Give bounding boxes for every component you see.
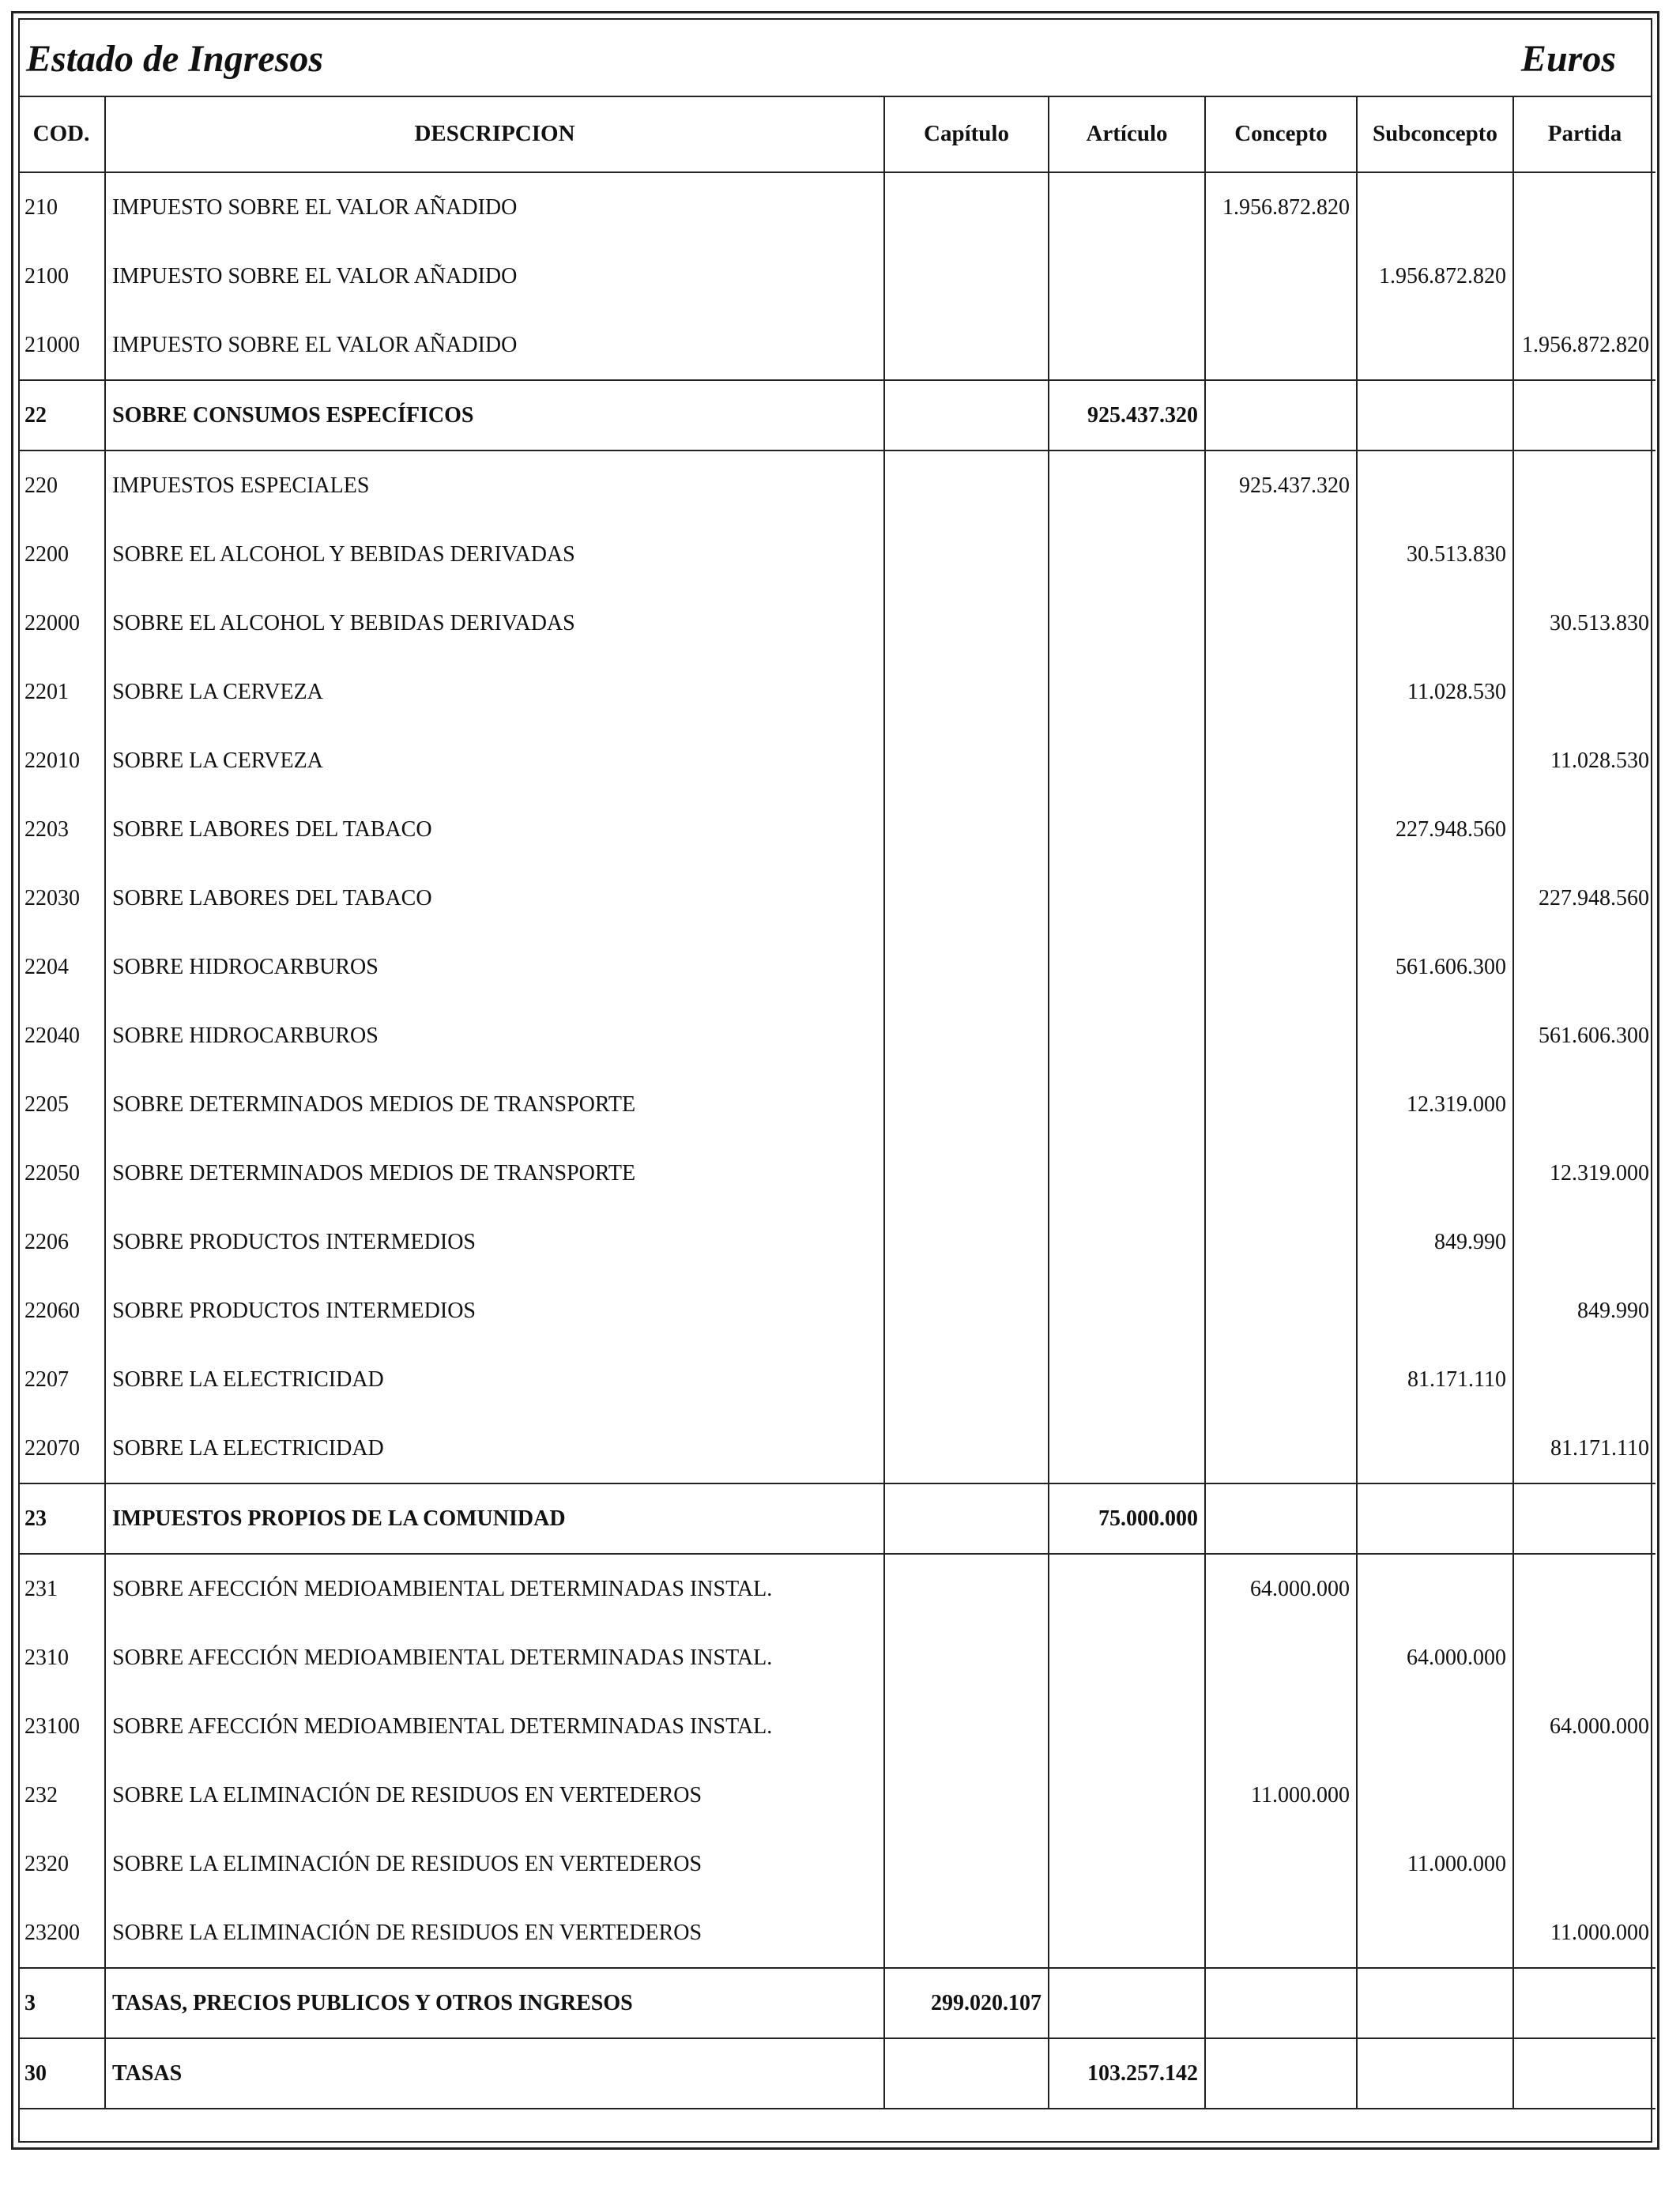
cell-subconcepto (1357, 1692, 1513, 1761)
cell-subconcepto: 12.319.000 (1357, 1070, 1513, 1139)
table-row (20, 1208, 1656, 1276)
cell-cod: 22000 (24, 610, 80, 635)
cell-partida (1513, 795, 1656, 864)
cell-desc: SOBRE LA CERVEZA (105, 726, 884, 795)
cell-concepto (1205, 1898, 1357, 1968)
cell-articulo: 103.257.142 (1049, 2038, 1205, 2109)
table-row (20, 520, 1656, 589)
cell-cod: 2207 (24, 1367, 69, 1392)
cell-cod: 2201 (24, 679, 69, 704)
cell-partida (1513, 450, 1656, 520)
cell-capitulo (884, 1898, 1049, 1968)
cell-cod: 22010 (24, 748, 80, 773)
cell-capitulo (884, 933, 1049, 1001)
cell-subconcepto (1357, 172, 1513, 242)
cell-subconcepto: 64.000.000 (1357, 1623, 1513, 1692)
cell-concepto (1205, 2038, 1357, 2109)
cell-subconcepto (1357, 1276, 1513, 1345)
cell-cod: 30 (20, 2038, 105, 2109)
cell-articulo (1049, 1208, 1205, 1276)
cell-desc: SOBRE HIDROCARBUROS (105, 933, 884, 1001)
cell-articulo (1049, 1761, 1205, 1830)
cell-subconcepto (1357, 1483, 1513, 1554)
cell-desc: SOBRE LA ELIMINACIÓN DE RESIDUOS EN VERTEDEROS (105, 1761, 884, 1830)
cell-partida: 12.319.000 (1513, 1139, 1656, 1208)
cell-cod: 2100 (24, 263, 69, 288)
cell-articulo (1049, 1001, 1205, 1070)
cell-concepto (1205, 1001, 1357, 1070)
table-row (20, 1276, 1656, 1345)
cell-partida (1513, 242, 1656, 311)
cell-concepto (1205, 1414, 1357, 1483)
cell-desc: SOBRE DETERMINADOS MEDIOS DE TRANSPORTE (105, 1139, 884, 1208)
cell-capitulo (884, 1483, 1049, 1554)
cell-capitulo (884, 1761, 1049, 1830)
cell-cod: 23 (20, 1483, 105, 1554)
cell-subconcepto: 81.171.110 (1357, 1345, 1513, 1414)
filler-cell (20, 2109, 1656, 2178)
cell-subconcepto (1357, 311, 1513, 380)
cell-subconcepto: 11.000.000 (1357, 1830, 1513, 1898)
cell-cod: 210 (24, 194, 58, 220)
table-header-row (20, 96, 1656, 172)
cell-partida (1513, 520, 1656, 589)
cell-capitulo (884, 450, 1049, 520)
cell-articulo (1049, 1070, 1205, 1139)
cell-capitulo (884, 1345, 1049, 1414)
cell-desc: SOBRE DETERMINADOS MEDIOS DE TRANSPORTE (105, 1070, 884, 1139)
cell-articulo (1049, 726, 1205, 795)
cell-partida: 81.171.110 (1513, 1414, 1656, 1483)
cell-concepto (1205, 1345, 1357, 1414)
cell-desc: IMPUESTO SOBRE EL VALOR AÑADIDO (105, 172, 884, 242)
cell-concepto (1205, 1830, 1357, 1898)
cell-concepto (1205, 1623, 1357, 1692)
cell-subconcepto: 561.606.300 (1357, 933, 1513, 1001)
cell-capitulo (884, 864, 1049, 933)
cell-capitulo (884, 1070, 1049, 1139)
cell-partida: 849.990 (1513, 1276, 1656, 1345)
table-row (20, 1692, 1656, 1761)
cell-articulo: 75.000.000 (1049, 1483, 1205, 1554)
cell-articulo (1049, 311, 1205, 380)
table-row (20, 172, 1656, 242)
cell-capitulo (884, 658, 1049, 726)
cell-partida: 11.028.530 (1513, 726, 1656, 795)
cell-desc: IMPUESTOS ESPECIALES (105, 450, 884, 520)
header-capitulo: Capítulo (884, 96, 1049, 172)
table-row (20, 1139, 1656, 1208)
table-row-heading (20, 1483, 1656, 1554)
cell-cod: 23100 (24, 1713, 80, 1739)
table-row (20, 1898, 1656, 1968)
cell-cod: 2310 (24, 1645, 69, 1670)
table-body (20, 172, 1656, 2178)
cell-articulo (1049, 1623, 1205, 1692)
cell-articulo (1049, 172, 1205, 242)
cell-capitulo (884, 311, 1049, 380)
header-concepto: Concepto (1205, 96, 1357, 172)
cell-desc: SOBRE AFECCIÓN MEDIOAMBIENTAL DETERMINADAS INSTAL. (105, 1692, 884, 1761)
cell-concepto (1205, 520, 1357, 589)
cell-concepto: 1.956.872.820 (1205, 172, 1357, 242)
cell-articulo (1049, 1276, 1205, 1345)
cell-desc: SOBRE AFECCIÓN MEDIOAMBIENTAL DETERMINADAS INSTAL. (105, 1554, 884, 1623)
cell-desc: TASAS, PRECIOS PUBLICOS Y OTROS INGRESOS (105, 1968, 884, 2038)
cell-subconcepto: 227.948.560 (1357, 795, 1513, 864)
cell-concepto (1205, 1139, 1357, 1208)
cell-concepto: 11.000.000 (1205, 1761, 1357, 1830)
page-title: Estado de Ingresos (26, 38, 324, 80)
cell-capitulo (884, 726, 1049, 795)
cell-desc: IMPUESTO SOBRE EL VALOR AÑADIDO (105, 311, 884, 380)
table-row (20, 864, 1656, 933)
cell-partida (1513, 1761, 1656, 1830)
cell-subconcepto: 11.028.530 (1357, 658, 1513, 726)
cell-cod: 2320 (24, 1851, 69, 1876)
cell-desc: TASAS (105, 2038, 884, 2109)
header-subconcepto: Subconcepto (1357, 96, 1513, 172)
table-row (20, 726, 1656, 795)
cell-partida (1513, 1554, 1656, 1623)
cell-subconcepto (1357, 2038, 1513, 2109)
cell-cod: 22030 (24, 885, 80, 910)
cell-articulo (1049, 450, 1205, 520)
table-row (20, 795, 1656, 864)
cell-articulo (1049, 1968, 1205, 2038)
cell-subconcepto (1357, 864, 1513, 933)
table-row-heading (20, 380, 1656, 450)
header-partida: Partida (1513, 96, 1656, 172)
cell-capitulo (884, 795, 1049, 864)
cell-concepto (1205, 1968, 1357, 2038)
cell-partida (1513, 1623, 1656, 1692)
cell-concepto (1205, 864, 1357, 933)
table-row (20, 589, 1656, 658)
cell-capitulo (884, 172, 1049, 242)
cell-desc: IMPUESTOS PROPIOS DE LA COMUNIDAD (105, 1483, 884, 1554)
income-table (20, 96, 1656, 2178)
cell-subconcepto (1357, 1968, 1513, 2038)
cell-capitulo (884, 1830, 1049, 1898)
cell-partida (1513, 933, 1656, 1001)
cell-concepto: 925.437.320 (1205, 450, 1357, 520)
cell-subconcepto: 1.956.872.820 (1357, 242, 1513, 311)
cell-subconcepto (1357, 1001, 1513, 1070)
cell-capitulo: 299.020.107 (884, 1968, 1049, 2038)
cell-partida (1513, 1208, 1656, 1276)
cell-cod: 22050 (24, 1160, 80, 1186)
table-row (20, 1761, 1656, 1830)
cell-concepto: 64.000.000 (1205, 1554, 1357, 1623)
cell-partida (1513, 172, 1656, 242)
cell-articulo (1049, 864, 1205, 933)
cell-subconcepto (1357, 1898, 1513, 1968)
cell-concepto (1205, 1070, 1357, 1139)
cell-cod: 3 (20, 1968, 105, 2038)
cell-cod: 22040 (24, 1023, 80, 1048)
cell-capitulo (884, 380, 1049, 450)
table-row (20, 1830, 1656, 1898)
cell-capitulo (884, 2038, 1049, 2109)
table-row (20, 1554, 1656, 1623)
cell-cod: 2205 (24, 1091, 69, 1117)
cell-capitulo (884, 1414, 1049, 1483)
header-descripcion: DESCRIPCION (105, 96, 884, 172)
cell-concepto (1205, 1276, 1357, 1345)
cell-subconcepto (1357, 726, 1513, 795)
cell-desc: SOBRE LA ELECTRICIDAD (105, 1345, 884, 1414)
cell-concepto (1205, 1692, 1357, 1761)
cell-cod: 21000 (24, 332, 80, 357)
cell-capitulo (884, 242, 1049, 311)
cell-partida: 561.606.300 (1513, 1001, 1656, 1070)
cell-capitulo (884, 1554, 1049, 1623)
cell-subconcepto (1357, 1554, 1513, 1623)
cell-concepto (1205, 1483, 1357, 1554)
cell-subconcepto (1357, 1761, 1513, 1830)
cell-partida (1513, 1345, 1656, 1414)
cell-desc: SOBRE LA ELIMINACIÓN DE RESIDUOS EN VERTEDEROS (105, 1898, 884, 1968)
cell-capitulo (884, 589, 1049, 658)
cell-subconcepto (1357, 380, 1513, 450)
cell-cod: 22 (20, 380, 105, 450)
table-row (20, 658, 1656, 726)
table-row (20, 1345, 1656, 1414)
cell-articulo (1049, 520, 1205, 589)
cell-desc: SOBRE HIDROCARBUROS (105, 1001, 884, 1070)
cell-partida (1513, 1830, 1656, 1898)
cell-articulo (1049, 1830, 1205, 1898)
cell-articulo (1049, 795, 1205, 864)
cell-desc: SOBRE PRODUCTOS INTERMEDIOS (105, 1208, 884, 1276)
cell-partida (1513, 658, 1656, 726)
table-row (20, 242, 1656, 311)
cell-partida: 64.000.000 (1513, 1692, 1656, 1761)
cell-cod: 232 (24, 1782, 58, 1808)
cell-concepto (1205, 380, 1357, 450)
cell-desc: SOBRE CONSUMOS ESPECÍFICOS (105, 380, 884, 450)
cell-partida: 11.000.000 (1513, 1898, 1656, 1968)
cell-capitulo (884, 1692, 1049, 1761)
cell-desc: SOBRE EL ALCOHOL Y BEBIDAS DERIVADAS (105, 589, 884, 658)
cell-capitulo (884, 520, 1049, 589)
cell-articulo (1049, 1554, 1205, 1623)
currency-label: Euros (1520, 38, 1616, 80)
cell-concepto (1205, 726, 1357, 795)
cell-cod: 22060 (24, 1298, 80, 1323)
table-row-heading (20, 1968, 1656, 2038)
cell-cod: 231 (24, 1576, 58, 1601)
cell-desc: SOBRE LA CERVEZA (105, 658, 884, 726)
cell-concepto (1205, 589, 1357, 658)
cell-subconcepto: 30.513.830 (1357, 520, 1513, 589)
cell-concepto (1205, 795, 1357, 864)
cell-partida (1513, 380, 1656, 450)
cell-cod: 2200 (24, 541, 69, 567)
cell-capitulo (884, 1208, 1049, 1276)
cell-partida (1513, 1968, 1656, 2038)
cell-articulo (1049, 933, 1205, 1001)
table-row (20, 933, 1656, 1001)
cell-desc: SOBRE AFECCIÓN MEDIOAMBIENTAL DETERMINADAS INSTAL. (105, 1623, 884, 1692)
cell-partida (1513, 2038, 1656, 2109)
document-frame (11, 11, 1659, 2150)
title-bar (20, 20, 1651, 97)
cell-capitulo (884, 1139, 1049, 1208)
cell-articulo (1049, 1898, 1205, 1968)
cell-capitulo (884, 1001, 1049, 1070)
table-row (20, 1414, 1656, 1483)
table-row-heading (20, 2038, 1656, 2109)
cell-desc: SOBRE EL ALCOHOL Y BEBIDAS DERIVADAS (105, 520, 884, 589)
cell-partida: 1.956.872.820 (1513, 311, 1656, 380)
cell-concepto (1205, 242, 1357, 311)
cell-cod: 22070 (24, 1435, 80, 1461)
cell-articulo (1049, 1345, 1205, 1414)
cell-articulo: 925.437.320 (1049, 380, 1205, 450)
table-filler-row (20, 2109, 1656, 2178)
cell-cod: 2206 (24, 1229, 69, 1254)
table-row (20, 1001, 1656, 1070)
table-row (20, 450, 1656, 520)
cell-partida: 30.513.830 (1513, 589, 1656, 658)
cell-desc: SOBRE LA ELIMINACIÓN DE RESIDUOS EN VERTEDEROS (105, 1830, 884, 1898)
cell-articulo (1049, 1692, 1205, 1761)
header-articulo: Artículo (1049, 96, 1205, 172)
document-inner-frame (18, 18, 1652, 2143)
cell-concepto (1205, 933, 1357, 1001)
cell-articulo (1049, 589, 1205, 658)
cell-concepto (1205, 658, 1357, 726)
cell-concepto (1205, 311, 1357, 380)
cell-articulo (1049, 658, 1205, 726)
cell-subconcepto (1357, 1139, 1513, 1208)
cell-concepto (1205, 1208, 1357, 1276)
table-row (20, 1070, 1656, 1139)
cell-cod: 2204 (24, 954, 69, 979)
cell-partida (1513, 1483, 1656, 1554)
cell-desc: IMPUESTO SOBRE EL VALOR AÑADIDO (105, 242, 884, 311)
cell-cod: 2203 (24, 816, 69, 842)
cell-desc: SOBRE LABORES DEL TABACO (105, 795, 884, 864)
cell-desc: SOBRE LABORES DEL TABACO (105, 864, 884, 933)
cell-cod: 23200 (24, 1920, 80, 1945)
cell-capitulo (884, 1623, 1049, 1692)
cell-partida (1513, 1070, 1656, 1139)
cell-desc: SOBRE PRODUCTOS INTERMEDIOS (105, 1276, 884, 1345)
cell-articulo (1049, 242, 1205, 311)
header-cod: COD. (20, 96, 105, 172)
cell-articulo (1049, 1414, 1205, 1483)
cell-cod: 220 (24, 473, 58, 498)
table-row (20, 311, 1656, 380)
cell-capitulo (884, 1276, 1049, 1345)
cell-subconcepto: 849.990 (1357, 1208, 1513, 1276)
table-row (20, 1623, 1656, 1692)
cell-subconcepto (1357, 450, 1513, 520)
cell-partida: 227.948.560 (1513, 864, 1656, 933)
cell-articulo (1049, 1139, 1205, 1208)
cell-subconcepto (1357, 589, 1513, 658)
cell-desc: SOBRE LA ELECTRICIDAD (105, 1414, 884, 1483)
cell-subconcepto (1357, 1414, 1513, 1483)
